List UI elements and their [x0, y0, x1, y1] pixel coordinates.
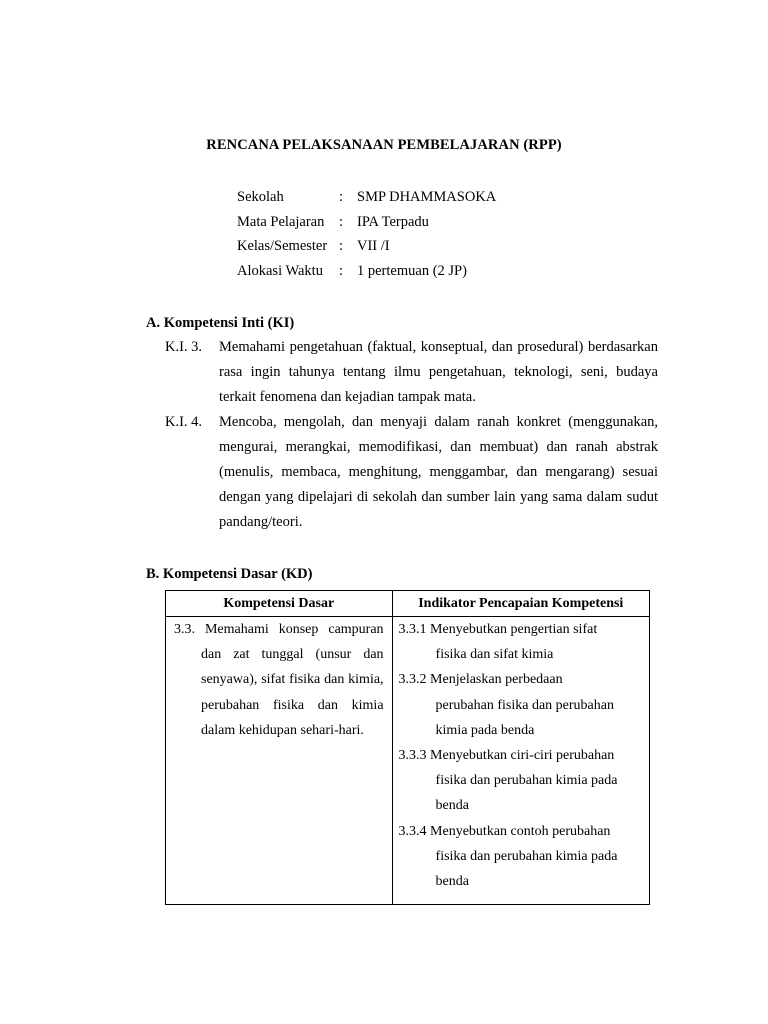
indicator-text-continued: fisika dan sifat kimia: [435, 647, 554, 663]
indicator-text: Menyebutkan ciri-ciri perubahan: [430, 748, 615, 764]
ki-item: [165, 335, 658, 410]
header-kompetensi-dasar: Kompetensi Dasar: [166, 591, 393, 617]
info-colon: :: [339, 238, 344, 254]
info-colon: :: [339, 213, 344, 230]
table-header-row: [166, 591, 650, 617]
indicator-cell: [392, 617, 649, 905]
ki-item: [165, 410, 658, 535]
indicator-item: [399, 667, 641, 743]
ki-text: Mencoba, mengolah, dan menyaji dalam ranah konkret (menggunakan, mengurai, merangkai, memodifikasi, dan membuat) dan ranah abstrak (menulis, membaca, menghitung, menggambar, dan mengarang) sesuai dengan yang dipelajari di sekolah dan sumber lain yang sama dalam sudut pandang/teori.: [219, 414, 658, 530]
kd-number: 3.3.: [174, 622, 195, 637]
section-a-heading: A. Kompetensi Inti (KI): [146, 315, 295, 331]
kd-table: [165, 590, 650, 905]
ki-list: [165, 335, 658, 535]
indicator-text-continued: fisika dan perubahan kimia pada benda: [435, 773, 618, 814]
ki-text: Memahami pengetahuan (faktual, konseptual, dan prosedural) berdasarkan rasa ingin tahunya tentang ilmu pengetahuan, teknologi, seni, budaya terkait fenomena dan kejadian tampak mata.: [219, 339, 658, 405]
indicator-number: 3.3.4: [398, 823, 427, 839]
indicator-text-continued: fisika dan perubahan kimia pada benda: [435, 848, 618, 890]
info-label: Sekolah: [237, 189, 284, 205]
indicator-number: 3.3.2: [398, 672, 427, 688]
info-value: VII /I: [357, 238, 390, 254]
indicator-item: [399, 819, 641, 895]
indicator-number: 3.3.3: [398, 748, 427, 764]
kd-entry: [174, 617, 384, 743]
info-colon: :: [339, 189, 344, 205]
table-row: [166, 617, 650, 905]
info-value: SMP DHAMMASOKA: [357, 189, 497, 205]
ki-number: K.I. 4.: [165, 414, 203, 430]
info-value: 1 pertemuan (2 JP): [357, 262, 467, 279]
kd-cell: [166, 617, 393, 905]
info-label: Kelas/Semester: [237, 238, 328, 254]
info-value: IPA Terpadu: [357, 213, 429, 230]
indicator-item: [399, 617, 641, 667]
indicator-text: Menjelaskan perbedaan: [430, 672, 563, 688]
kd-text: Memahami konsep campuran dan zat tunggal (unsur dan senyawa), sifat fisika dan kimia, perubahan fisika dan kimia dalam kehidupan sehari-hari.: [201, 622, 384, 738]
info-label: Mata Pelajaran: [237, 213, 325, 230]
indicator-text-continued: perubahan fisika dan perubahan kimia pada benda: [435, 697, 614, 738]
indicator-text: Menyebutkan contoh perubahan: [430, 823, 611, 839]
page-title: RENCANA PELAKSANAAN PEMBELAJARAN (RPP): [206, 137, 562, 153]
info-colon: :: [339, 262, 344, 279]
header-indikator: Indikator Pencapaian Kompetensi: [392, 591, 649, 617]
section-b-heading: B. Kompetensi Dasar (KD): [146, 566, 313, 582]
ki-number: K.I. 3.: [165, 339, 203, 355]
indicator-text: Menyebutkan pengertian sifat: [430, 622, 598, 637]
info-label: Alokasi Waktu: [237, 262, 323, 279]
indicator-number: 3.3.1: [398, 622, 427, 637]
indicator-item: [399, 743, 641, 819]
